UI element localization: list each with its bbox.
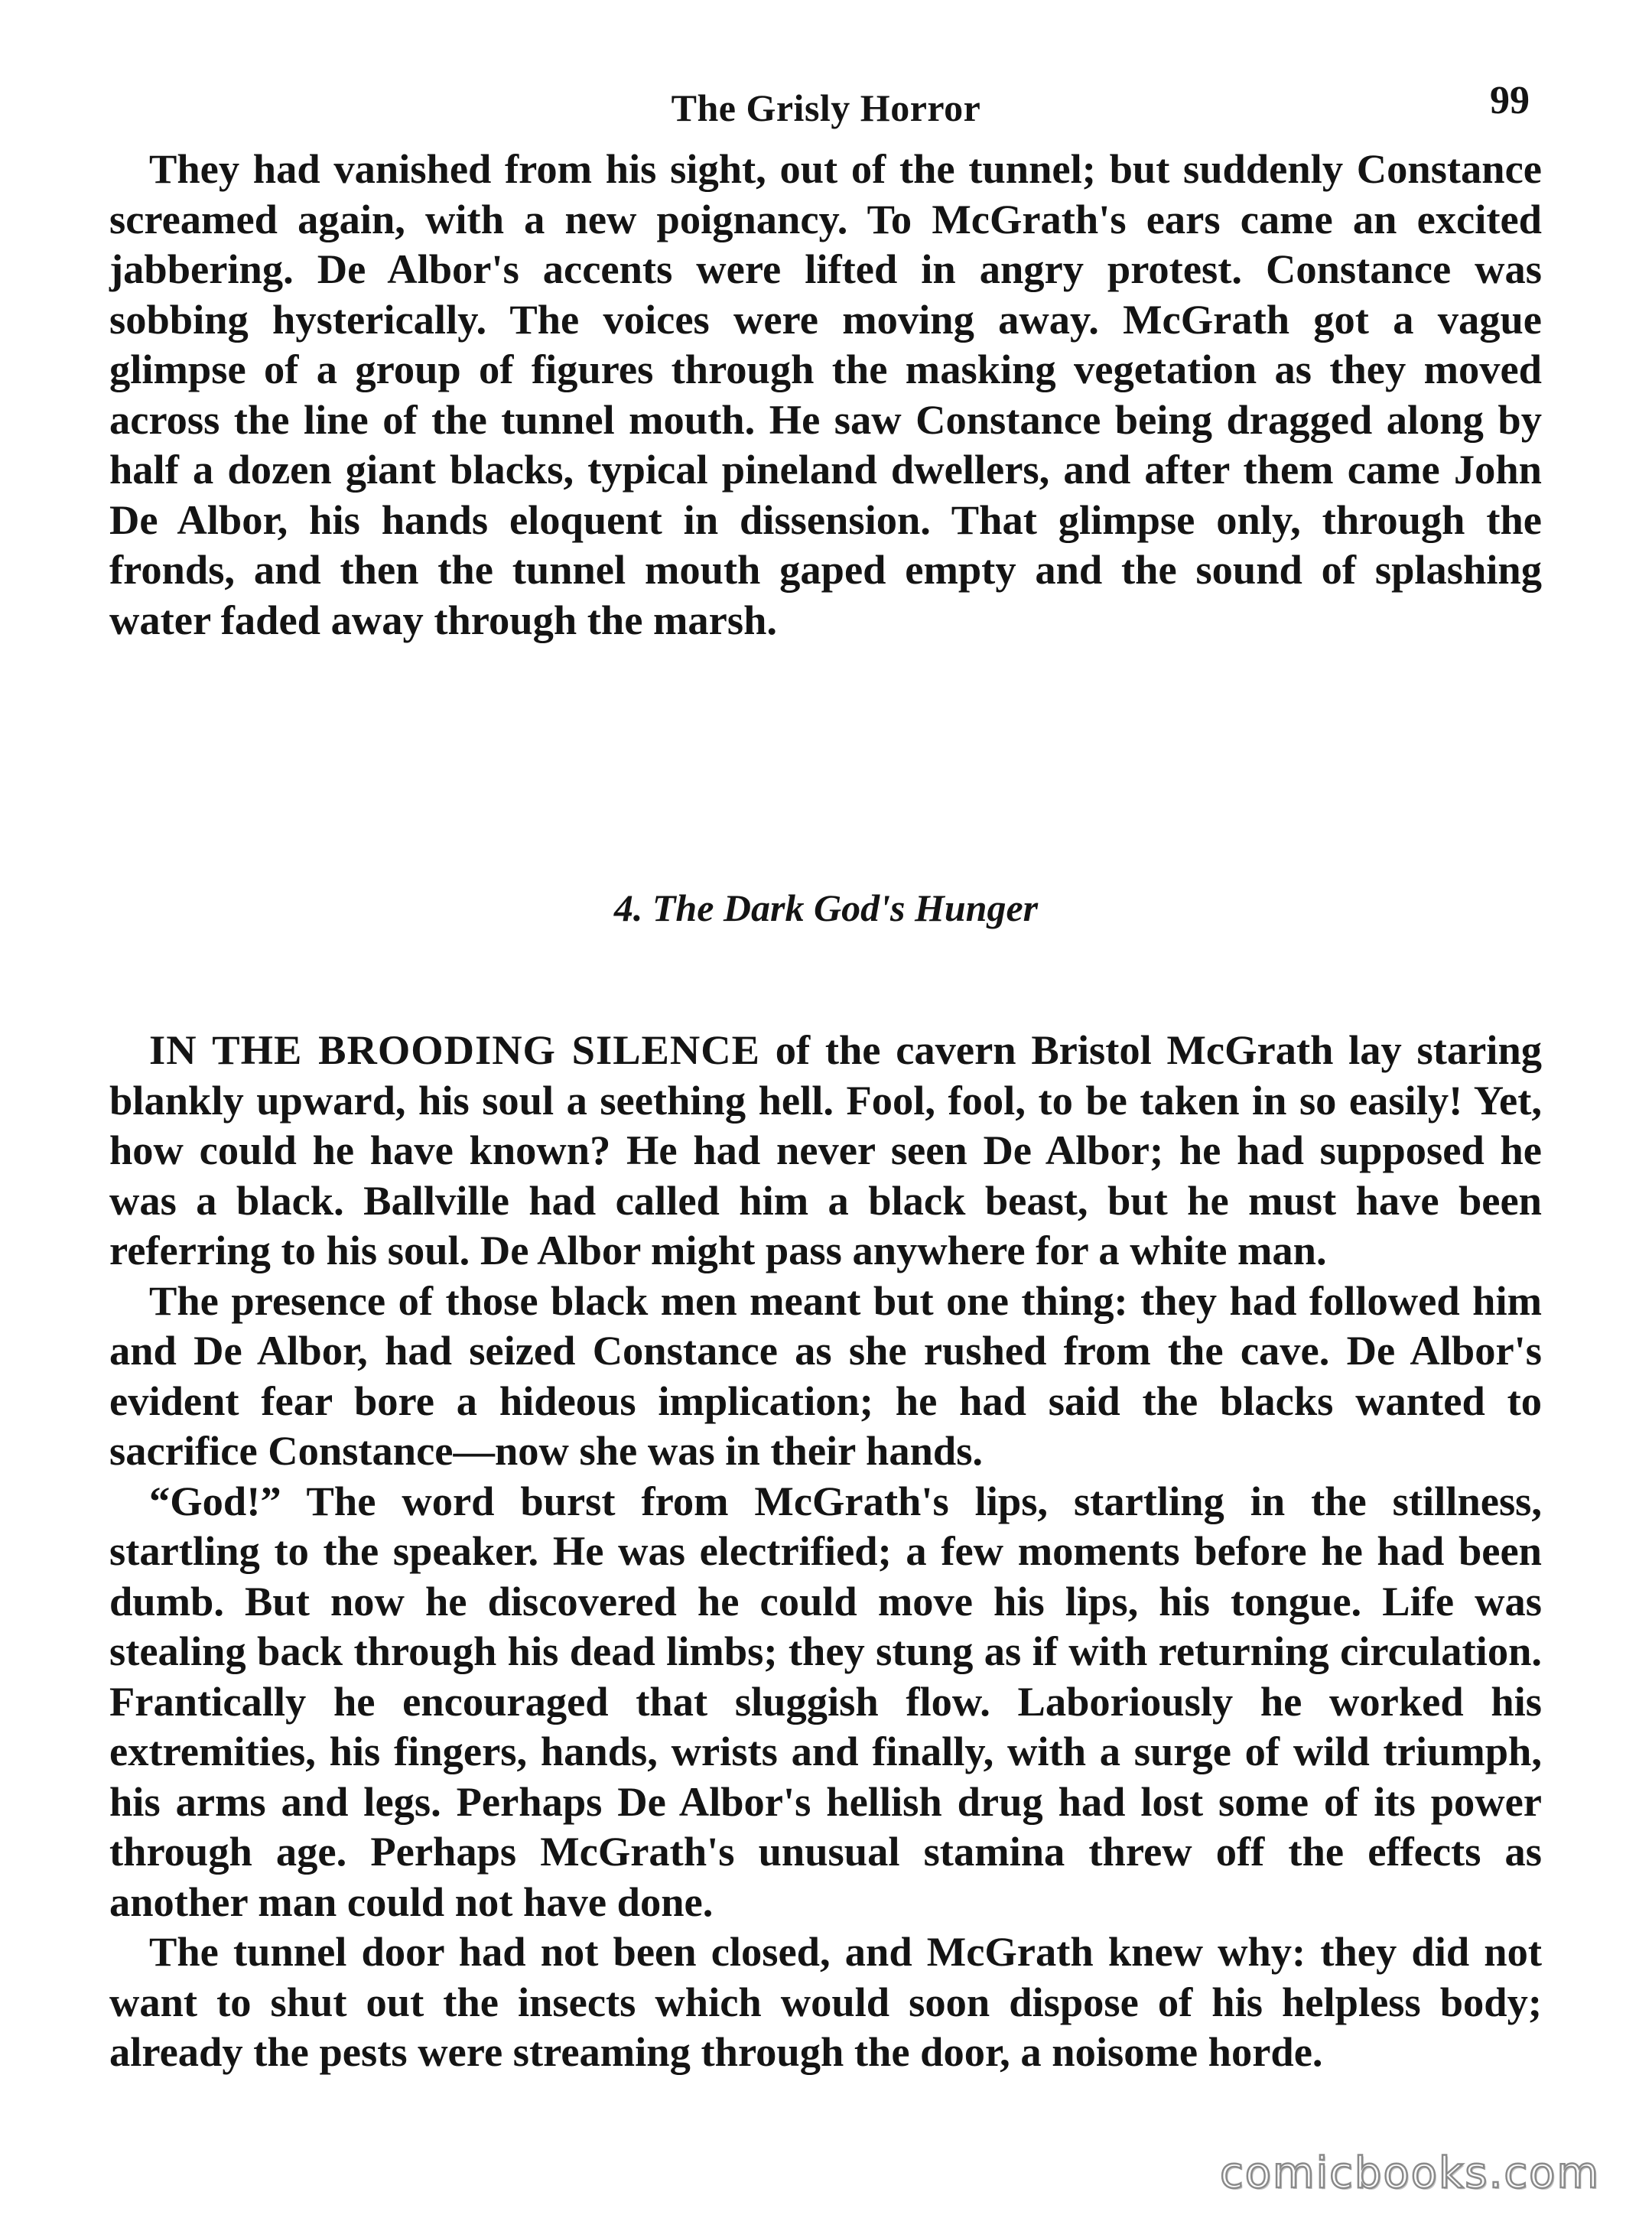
paragraph: “God!” The word burst from McGrath's lips, startling in the stillness, startling to the speaker. He was electrified; a few moments before he had been dumb. But now he discovered he could move his lips, his tongue. Life was stealing back through his dead limbs; they stung as if with returning circulation. Frantically he encouraged that sluggish flow. Laboriously he worked his extremities, his fingers, hands, wrists and finally, with a surge of wild triumph, his arms and legs. Perhaps De Albor's hellish drug had lost some of its power through age. Perhaps McGrath's unusual stamina threw off the effects as another man could not have done.	[109, 1477, 1542, 1925]
section-one-text	[109, 144, 1542, 645]
watermark-logo: comicbooks.com	[1219, 2148, 1600, 2198]
opening-paragraph-text: of the cavern Bristol McGrath lay staring blankly upward, his soul a seething hell. Fool, fool, to be taken in so easily! Yet, how could he have known? He had never seen De Albor; he had supposed he was a black. Ballville had called him a black beast, but he must have been referring to his soul. De Albor might pass anywhere for a white man.	[109, 1026, 1542, 1273]
paragraph: The tunnel door had not been closed, and McGrath knew why: they did not want to shut out the insects which would soon dispose of his helpless body; already the pests were streaming through the door, a noisome horde.	[109, 1928, 1542, 2075]
opening-paragraph	[109, 1025, 1542, 1276]
opening-small-caps: IN THE BROODING SILENCE	[149, 1026, 760, 1073]
running-title: The Grisly Horror	[671, 86, 981, 129]
paragraph: They had vanished from his sight, out of the tunnel; but suddenly Constance screamed again, with a new poignancy. To McGrath's ears came an excited jabbering. De Albor's accents were lifted in angry protest. Constance was sobbing hysterically. The voices were moving away. McGrath got a vague glimpse of a group of figures through the masking vegetation as they moved across the line of the tunnel mouth. He saw Constance being dragged along by half a dozen giant blacks, typical pineland dwellers, and after them came John De Albor, his hands eloquent in dissension. That glimpse only, through the fronds, and then the tunnel mouth gaped empty and the sound of splashing water faded away through the marsh.	[109, 145, 1542, 643]
section-two-text	[109, 1025, 1542, 2077]
page-number: 99	[1490, 79, 1530, 122]
paragraph: The presence of those black men meant but one thing: they had followed him and De Albor, had seized Constance as she rushed from the cave. De Albor's evident fear bore a hideous implication; he had said the blacks wanted to sacrifice Constance—now she was in their hands.	[109, 1276, 1542, 1474]
running-header	[0, 79, 1652, 144]
chapter-heading: 4. The Dark God's Hunger	[613, 886, 1039, 929]
